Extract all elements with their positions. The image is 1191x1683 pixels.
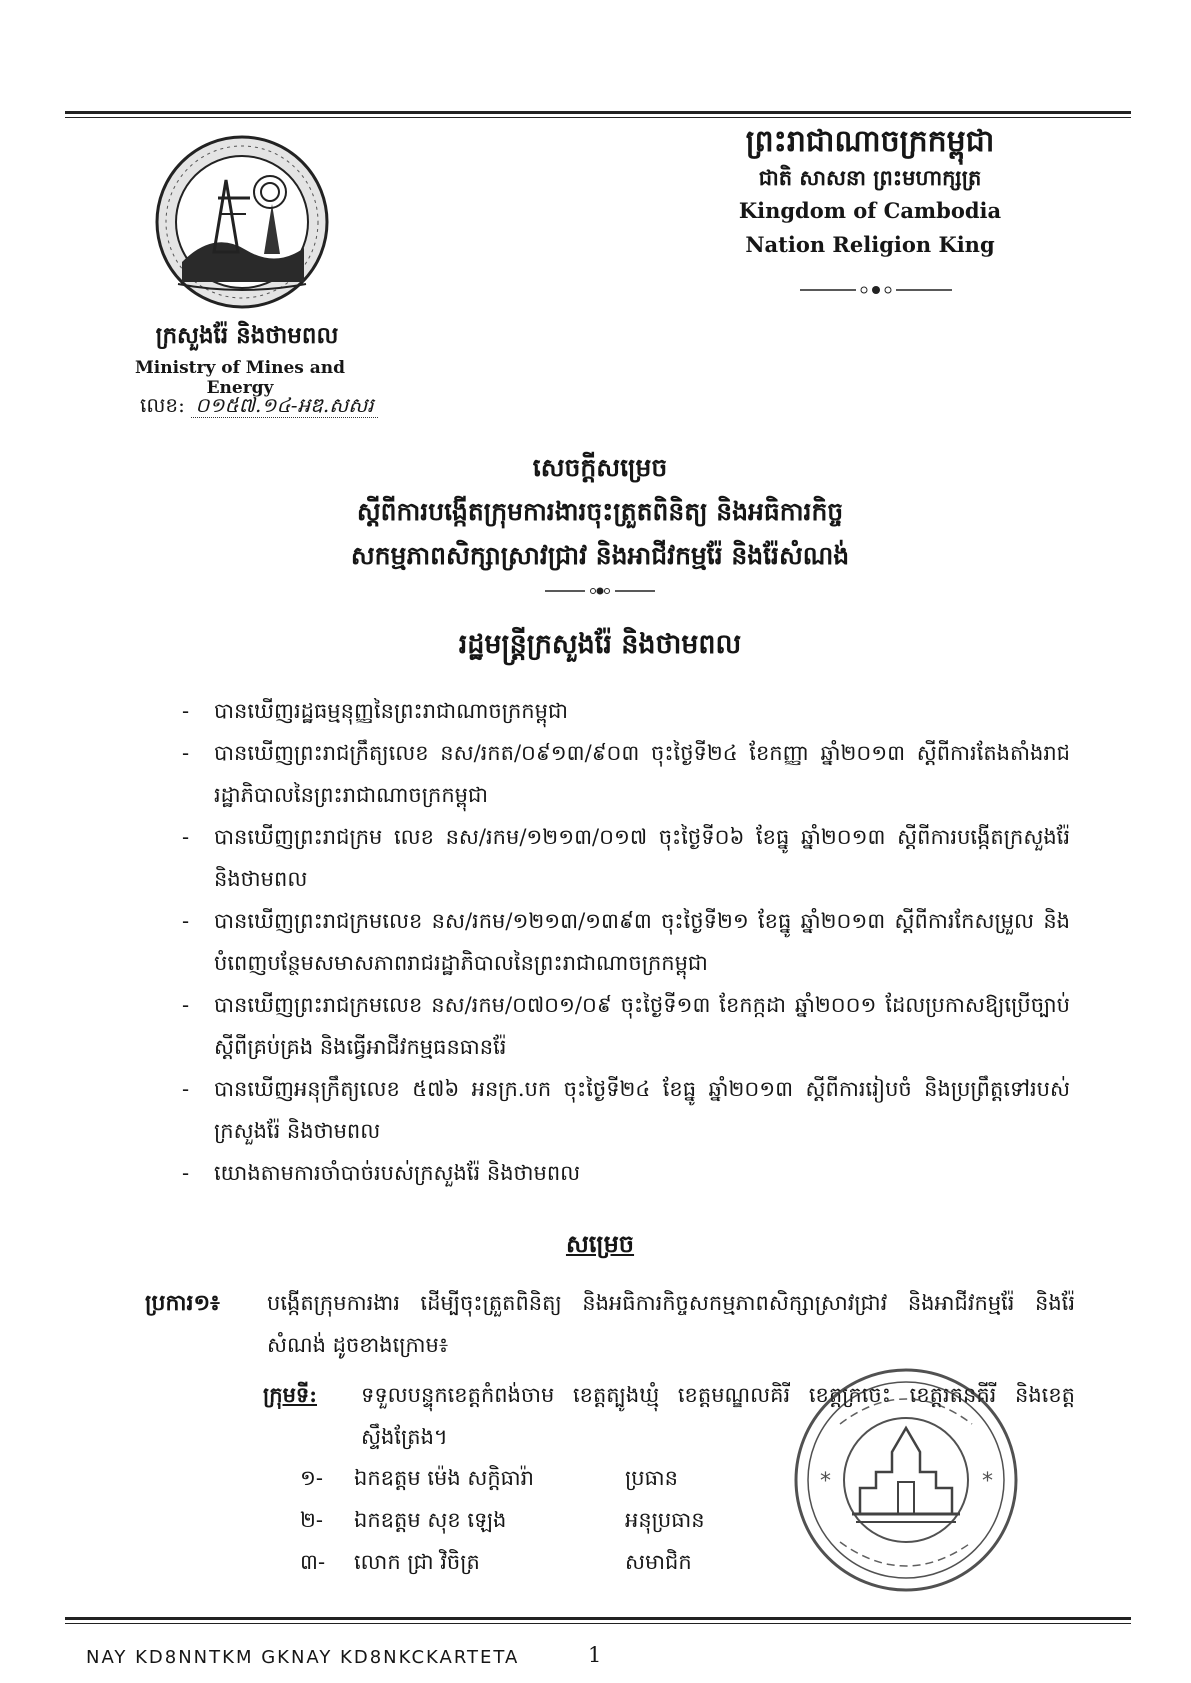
official-seal-stamp — [790, 1364, 1022, 1596]
title-ornament — [545, 584, 655, 598]
reference-label: លេខ: — [140, 393, 185, 417]
header-ornament — [800, 283, 952, 297]
member-number: ១- — [300, 1466, 323, 1490]
decision-heading — [190, 1229, 1010, 1264]
motto-english: Nation Religion King — [745, 232, 995, 257]
ministry-name-khmer: ក្រសួងរ៉ែ និងថាមពល — [155, 322, 339, 349]
list-item: - បានឃើញព្រះរាជក្រមលេខ នស/រកម/១២១៣/១៣៩៣ ចុះថ្ងៃទី២១ ខែធ្នូ ឆ្នាំ២០១៣ ស្តីពីការកែសម្រួល និង បំពេញបន្ថែមសមាសភាពរាជរដ្ឋាភិបាលនៃព្រះរាជាណាចក្រកម្ពុជា — [180, 900, 1070, 984]
decision-title — [190, 446, 1010, 578]
article-label: ប្រការ១៖ — [145, 1290, 220, 1316]
group-text: ទទួលបន្ទុកខេត្តកំពង់ចាម ខេត្តត្បូងឃ្មុំ ខេត្តមណ្ឌលគិរី ខេត្តក្រចេះ ខេត្តរតនគីរី និងខេត្តស្ទឹងត្រែង។ — [361, 1383, 1075, 1449]
bottom-rule — [65, 1617, 1131, 1620]
footer-text: NAY KD8NNTKM GKNAY KD8NKCKARTETA — [86, 1647, 520, 1668]
title-line-3: សកម្មភាពសិក្សាស្រាវជ្រាវ និងអាជីវកម្មរ៉ែ និងរ៉ែសំណង់ — [350, 541, 850, 570]
ministry-logo — [154, 134, 330, 310]
member-name: ឯកឧត្តម ម៉េង សក្តិធារ៉ា — [354, 1466, 534, 1490]
motto-khmer: ជាតិ សាសនា ព្រះមហាក្សត្រ — [758, 165, 982, 190]
member-role: ប្រធាន — [625, 1466, 678, 1490]
list-item: - បានឃើញព្រះរាជក្រមលេខ នស/រកម/០៧០១/០៩ ចុះថ្ងៃទី១៣ ខែកក្កដា ឆ្នាំ២០០១ ដែលប្រកាសឱ្យប្រើច្បាប់ស្តីពីគ្រប់គ្រង និងធ្វើអាជីវកម្មធនធានរ៉ែ — [180, 984, 1070, 1068]
member-role: អនុប្រធាន — [625, 1508, 705, 1532]
kingdom-header — [670, 122, 1070, 262]
list-item: - បានឃើញព្រះរាជក្រម លេខ នស/រកម/១២១៣/០១៧ ចុះថ្ងៃទី០៦ ខែធ្នូ ឆ្នាំ២០១៣ ស្តីពីការបង្កើតក្រសួងរ៉ែ និងថាមពល — [180, 816, 1070, 900]
top-rule — [65, 111, 1131, 114]
considerations-list — [180, 690, 1070, 1194]
reference-line — [140, 392, 378, 422]
ministry-name-english: Ministry of Mines and Energy — [134, 358, 346, 398]
minister-heading: រដ្ឋមន្ត្រីក្រសួងរ៉ែ និងថាមពល — [458, 629, 742, 660]
svg-text:*: * — [982, 1469, 993, 1494]
title-line-1: សេចក្តីសម្រេច — [532, 453, 668, 482]
member-name: លោក ជ្រា វិចិត្រ — [354, 1550, 480, 1574]
member-name: ឯកឧត្តម សុខ ឡេង — [354, 1508, 507, 1532]
title-line-2: ស្តីពីការបង្កើតក្រុមការងារចុះត្រួតពិនិត្យ និងអធិការកិច្ច — [356, 497, 844, 526]
list-item: - បានឃើញព្រះរាជក្រឹត្យលេខ នស/រកត/០៩១៣/៩០៣ ចុះថ្ងៃទី២៤ ខែកញ្ញា ឆ្នាំ២០១៣ ស្តីពីការតែងតាំងរាជរដ្ឋាភិបាលនៃព្រះរាជាណាចក្រកម្ពុជា — [180, 732, 1070, 816]
article-text: បង្កើតក្រុមការងារ ដើម្បីចុះត្រួតពិនិត្យ និងអធិការកិច្ចសកម្មភាពសិក្សាស្រាវជ្រាវ និងអាជីវកម្មរ៉ែ និងរ៉ែសំណង់ ដូចខាងក្រោម៖ — [267, 1291, 1075, 1357]
list-item: - បានឃើញរដ្ឋធម្មនុញ្ញនៃព្រះរាជាណាចក្រកម្ពុជា — [180, 690, 1070, 732]
list-item: - បានឃើញអនុក្រឹត្យលេខ ៥៧៦ អនក្រ.បក ចុះថ្ងៃទី២៤ ខែធ្នូ ឆ្នាំ២០១៣ ស្តីពីការរៀបចំ និងប្រព្រឹត្តទៅរបស់ក្រសួងរ៉ែ និងថាមពល — [180, 1068, 1070, 1152]
kingdom-title-khmer: ព្រះរាជាណាចក្រកម្ពុជា — [745, 124, 995, 159]
decision-label: សម្រេច — [565, 1229, 635, 1258]
page-number: 1 — [588, 1643, 602, 1667]
list-item: - យោងតាមការចាំបាច់របស់ក្រសួងរ៉ែ និងថាមពល — [180, 1152, 1070, 1194]
svg-text:*: * — [820, 1469, 831, 1494]
group-label: ក្រុមទី: — [263, 1382, 317, 1407]
kingdom-title-english: Kingdom of Cambodia — [738, 198, 1002, 223]
reference-number: ០១៥៧.១៤-អឌ.សសរ — [191, 393, 377, 418]
member-number: ២- — [300, 1508, 323, 1532]
top-rule-thin — [65, 117, 1131, 118]
member-number: ៣- — [300, 1550, 326, 1574]
article-1 — [145, 1282, 1075, 1366]
bottom-rule-thin — [65, 1623, 1131, 1624]
member-role: សមាជិក — [625, 1550, 692, 1574]
